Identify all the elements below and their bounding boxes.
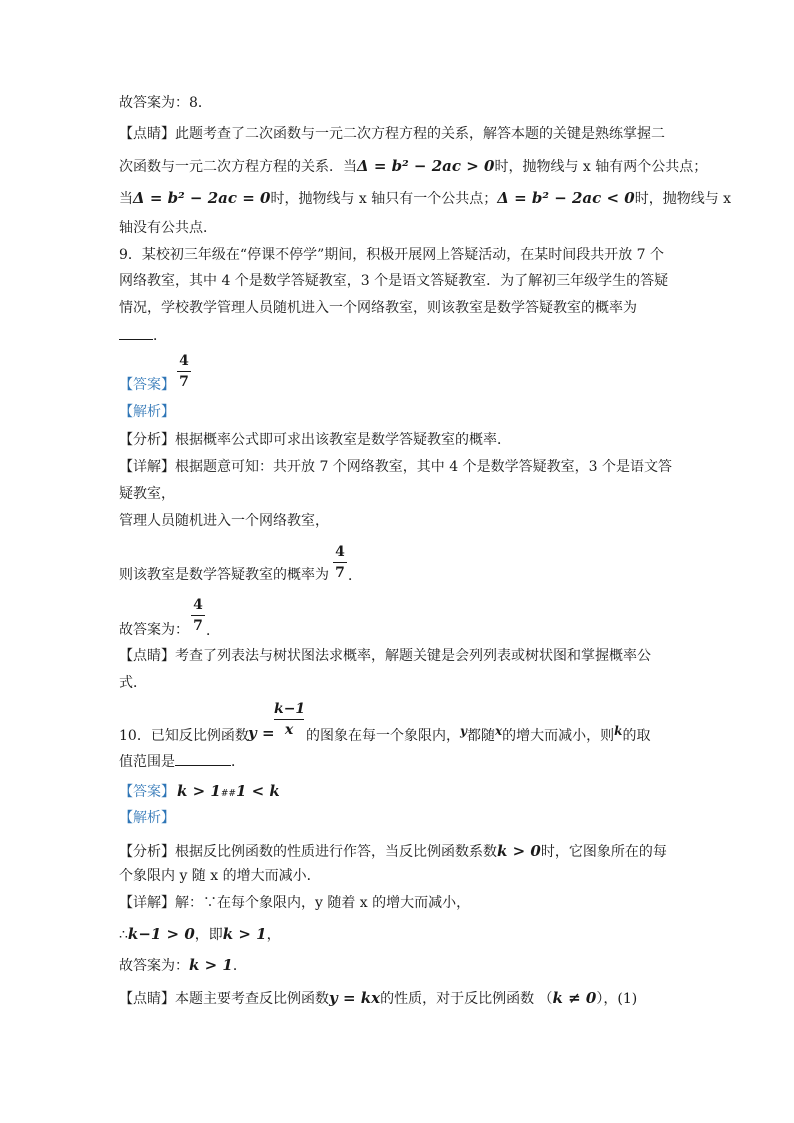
- q10-answer-line-text: 故答案为：: [119, 958, 189, 974]
- answer-tag: 【答案】: [119, 784, 175, 800]
- fraction-bar: [274, 719, 304, 720]
- q9-stem-line4: [119, 325, 167, 346]
- fraction-denominator: 7: [179, 374, 189, 390]
- q10-xiangjie-math1: k−1 > 0: [127, 925, 195, 943]
- q9-dianjing-text1: 考查了列表法与树状图法求概率，解题关键是会列列表或树状图和掌握概率公: [175, 648, 651, 664]
- q8-dang: 当: [119, 191, 133, 207]
- q9-xiangjie-fraction: [333, 543, 347, 582]
- q10-stem-line2-text: 值范围是: [119, 754, 175, 770]
- q10-dianjing-pre: 本题主要考查反比例函数: [175, 991, 329, 1007]
- fraction-numerator: 4: [193, 597, 203, 613]
- q10-var-x: x: [494, 724, 503, 738]
- fraction-bar: [177, 371, 191, 372]
- q9-xiangjie-end: ．: [348, 568, 362, 584]
- q10-function-lhs: y =: [248, 724, 275, 742]
- fraction-denominator: 7: [193, 618, 203, 634]
- q8-dianjing-text3-mid: 时，抛物线与 x 轴只有一个公共点；: [270, 191, 498, 207]
- q9-answer-line-text: 故答案为：: [119, 622, 189, 638]
- q8-dianjing-line1: [119, 124, 665, 144]
- q9-stem-end: ．: [153, 328, 167, 344]
- q10-stem-line1-rest: [306, 726, 650, 746]
- q10-stem-line2: [119, 751, 245, 772]
- q9-stem-line2: 网络教室，其中 4 个是数学答疑教室，3 个是语文答疑教室．为了解初三年级学生的答疑: [119, 273, 669, 289]
- q8-answer-line: 故答案为：8．: [119, 95, 212, 111]
- q10-answer-line-end: ．: [232, 958, 247, 974]
- q10-answer-separator: ##: [220, 789, 236, 799]
- q10-answer-math1: k > 1: [177, 782, 221, 800]
- q10-xiangjie-mid: ，即: [194, 927, 223, 943]
- q10-dianjing-math2: k ≠ 0: [552, 989, 597, 1007]
- fraction-denominator: x: [284, 722, 294, 738]
- q10-answer-row: [119, 781, 280, 804]
- q10-function-fraction: [274, 700, 304, 739]
- fraction-bar: [191, 615, 205, 616]
- q9-xiangjie-line4: [119, 565, 329, 585]
- q9-answer-row: [119, 375, 175, 395]
- q10-dianjing-mid: 的性质，对于反比例函数 （: [380, 991, 553, 1007]
- q9-xiangjie-text4: 则该教室是数学答疑教室的概率为: [119, 567, 329, 583]
- q9-stem-line1: 9．某校初三年级在“停课不停学”期间，积极开展网上答疑活动，在某时间段共开放 7 个: [119, 247, 665, 263]
- fenxi-tag: 【分析】: [119, 432, 175, 448]
- q8-dianjing-text1: 此题考查了二次函数与一元二次方程方程的关系，解答本题的关键是熟练掌握二: [175, 126, 665, 142]
- q8-dianjing-line3: [119, 188, 731, 209]
- answer-tag: 【答案】: [119, 377, 175, 393]
- q10-xiangjie-math2: k > 1: [222, 925, 267, 943]
- fraction-numerator: k−1: [274, 701, 306, 717]
- q10-stem-mid2: 都随: [466, 728, 495, 744]
- q8-dianjing-line2: [119, 156, 707, 177]
- q10-dianjing-math1: y = kx: [329, 989, 381, 1007]
- q10-stem-end: ．: [231, 754, 245, 770]
- q10-fenxi-line2: 个象限内 y 随 x 的增大而减小．: [119, 868, 321, 884]
- q10-answer-line-math: k > 1: [189, 956, 233, 974]
- q10-fenxi-text1: 根据反比例函数的性质进行作答，当反比例函数系数: [175, 844, 497, 860]
- q9-answer-line-fraction: [191, 596, 205, 635]
- q9-fenxi-text: 根据概率公式即可求出该教室是数学答疑教室的概率．: [175, 432, 511, 448]
- jiexi-tag: 【解析】: [119, 810, 175, 826]
- q8-dianjing-line4: 轴没有公共点．: [119, 220, 217, 236]
- q9-answer-line-end: ．: [206, 623, 220, 639]
- q9-fenxi: [119, 430, 511, 450]
- answer-blank: [175, 751, 231, 766]
- fenxi-tag: 【分析】: [119, 844, 175, 860]
- answer-blank: [119, 325, 153, 340]
- q10-dianjing-tail: ），(1): [596, 991, 638, 1007]
- q9-xiangjie-line1: [119, 457, 672, 477]
- fraction-numerator: 4: [179, 353, 189, 369]
- xiangjie-tag: 【详解】: [119, 459, 175, 475]
- q9-xiangjie-line3: 管理人员随机进入一个网络教室，: [119, 513, 329, 529]
- q10-var-k: k: [614, 724, 623, 738]
- q10-fenxi-math: k > 0: [497, 842, 541, 860]
- q8-discriminant-negative: Δ = b² − 2ac < 0: [497, 189, 635, 207]
- fraction-numerator: 4: [335, 544, 345, 560]
- q10-xiangjie-text1: 解：∵在每个象限内，y 随着 x 的增大而减小，: [175, 895, 471, 911]
- q10-fenxi-line1: [119, 841, 667, 862]
- q8-dianjing-text2-tail: 时，抛物线与 x 轴有两个公共点；: [494, 159, 708, 175]
- q9-jiexi: [119, 402, 175, 422]
- q10-answer-math2: 1 < k: [235, 782, 280, 800]
- q8-discriminant-positive: Δ = b² − 2ac > 0: [357, 157, 495, 175]
- q9-answer-line: [119, 620, 189, 640]
- therefore-symbol: ∴: [119, 927, 128, 943]
- q10-var-y: y: [460, 724, 467, 738]
- dianjing-tag: 【点睛】: [119, 126, 175, 142]
- q10-fenxi-text1-tail: 时，它图象所在的每: [540, 844, 667, 860]
- fraction-bar: [333, 562, 347, 563]
- dianjing-tag: 【点睛】: [119, 648, 175, 664]
- q8-dianjing-text2: 次函数与一元二次方程方程的关系．当: [119, 159, 357, 175]
- q10-dianjing-line1: [119, 988, 637, 1009]
- q10-xiangjie-line1: [119, 893, 470, 913]
- q9-dianjing-line2: 式．: [119, 675, 147, 691]
- q10-jiexi: [119, 808, 175, 828]
- xiangjie-tag: 【详解】: [119, 895, 175, 911]
- q10-xiangjie-line2: [119, 924, 281, 945]
- q10-answer-line: [119, 955, 247, 976]
- q10-stem-pre: 10．已知反比例函数: [119, 728, 249, 744]
- q10-xiangjie-end: ，: [266, 927, 281, 943]
- q9-xiangjie-line2: 疑教室，: [119, 486, 175, 502]
- dianjing-tag: 【点睛】: [119, 991, 175, 1007]
- q8-dianjing-text3-tail: 时，抛物线与 x: [634, 191, 732, 207]
- fraction-denominator: 7: [335, 565, 345, 581]
- q9-dianjing-line1: [119, 646, 651, 666]
- q8-discriminant-zero: Δ = b² − 2ac = 0: [133, 189, 271, 207]
- q10-stem-mid3: 的增大而减小，则: [502, 728, 615, 744]
- q9-answer-fraction: [177, 352, 191, 391]
- jiexi-tag: 【解析】: [119, 404, 175, 420]
- q10-stem-mid1: 的图象在每一个象限内，: [306, 728, 460, 744]
- q10-stem-mid4: 的取: [622, 728, 651, 744]
- q9-xiangjie-text1: 根据题意可知：共开放 7 个网络教室，其中 4 个是数学答疑教室，3 个是语文答: [175, 459, 672, 475]
- q10-stem-line1: [119, 726, 249, 746]
- q9-stem-line3: 情况，学校教学管理人员随机进入一个网络教室，则该教室是数学答疑教室的概率为: [119, 300, 637, 316]
